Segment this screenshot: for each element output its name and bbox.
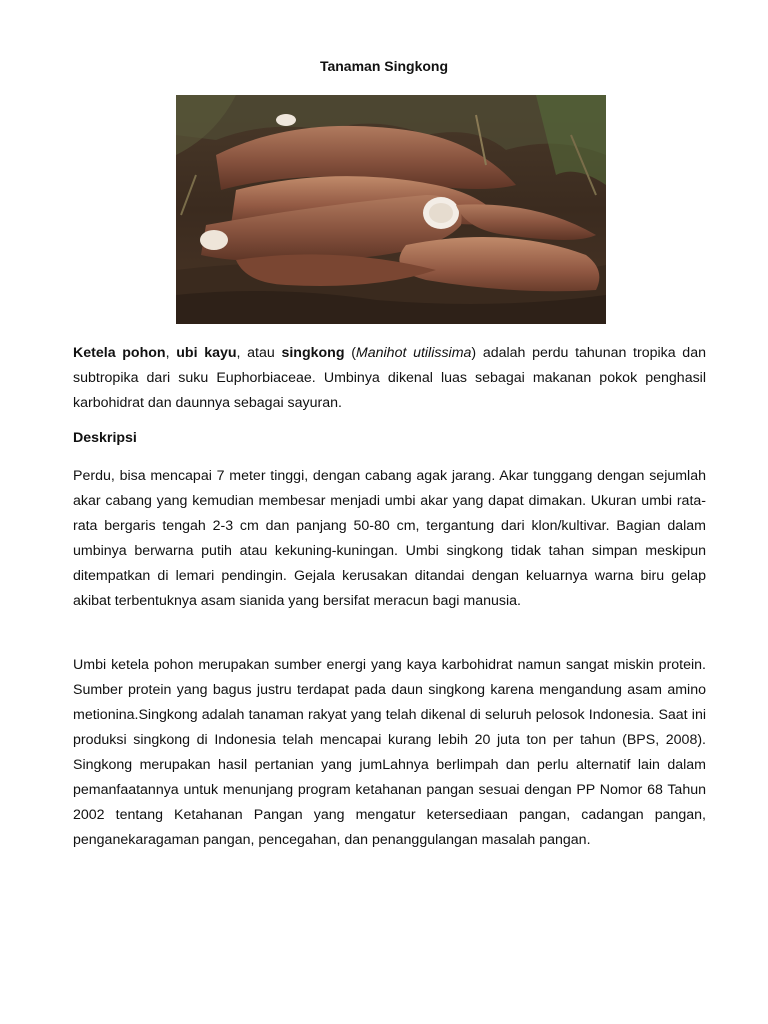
cassava-photo bbox=[176, 95, 606, 324]
term-ubi-kayu: ubi kayu bbox=[176, 345, 237, 361]
energy-paragraph: Umbi ketela pohon merupakan sumber energi yang kaya karbohidrat namun sangat miskin protein. Sumber protein yang bagus justru terdapat pada daun singkong karena mengandung asam amino metionina.Singkong adalah tanaman rakyat yang telah dikenal di seluruh pelosok Indonesia. Saat ini produksi singkong di Indonesia telah mencapai kurang lebih 20 juta ton per tahun (BPS, 2008). Singkong merupakan hasil pertanian yang jumLahnya berlimpah dan perlu alternatif lain dalam pemanfaatannya untuk menunjang program ketahanan pangan sesuai dengan PP Nomor 68 Tahun 2002 tentang Ketahanan Pangan yang mengatur ketersediaan pangan, cadangan pangan, penganekaragaman pangan, pencegahan, dan penanggulangan masalah pangan. bbox=[73, 657, 706, 848]
document-title: Tanaman Singkong bbox=[319, 58, 449, 74]
intro-separator-1: , bbox=[165, 345, 177, 361]
intro-paren-open: ( bbox=[344, 345, 356, 361]
intro-paragraph bbox=[73, 341, 706, 416]
term-ketela-pohon: Ketela pohon bbox=[73, 345, 166, 361]
description-paragraph: Perdu, bisa mencapai 7 meter tinggi, dengan cabang agak jarang. Akar tunggang dengan sejumlah akar cabang yang kemudian membesar menjadi umbi akar yang dapat dimakan. Ukuran umbi rata-rata bergaris tengah 2-3 cm dan panjang 50-80 cm, tergantung dari klon/kultivar. Bagian dalam umbinya berwarna putih atau kekuning-kuningan. Umbi singkong tidak tahan simpan meskipun ditempatkan di lemari pendingin. Gejala kerusakan ditandai dengan keluarnya warna biru gelap akibat terbentuknya asam sianida yang bersifat meracun bagi manusia. bbox=[73, 468, 706, 609]
intro-rest: ) adalah perdu tahunan tropika dan subtropika dari suku Euphorbiaceae. Umbinya dikenal luas sebagai makanan pokok penghasil karbohidrat dan daunnya sebagai sayuran. bbox=[73, 345, 706, 411]
term-singkong: singkong bbox=[281, 345, 345, 361]
scientific-name: Manihot utilissima bbox=[355, 345, 472, 361]
section-heading-deskripsi: Deskripsi bbox=[73, 430, 137, 446]
intro-separator-2: , atau bbox=[236, 345, 282, 361]
